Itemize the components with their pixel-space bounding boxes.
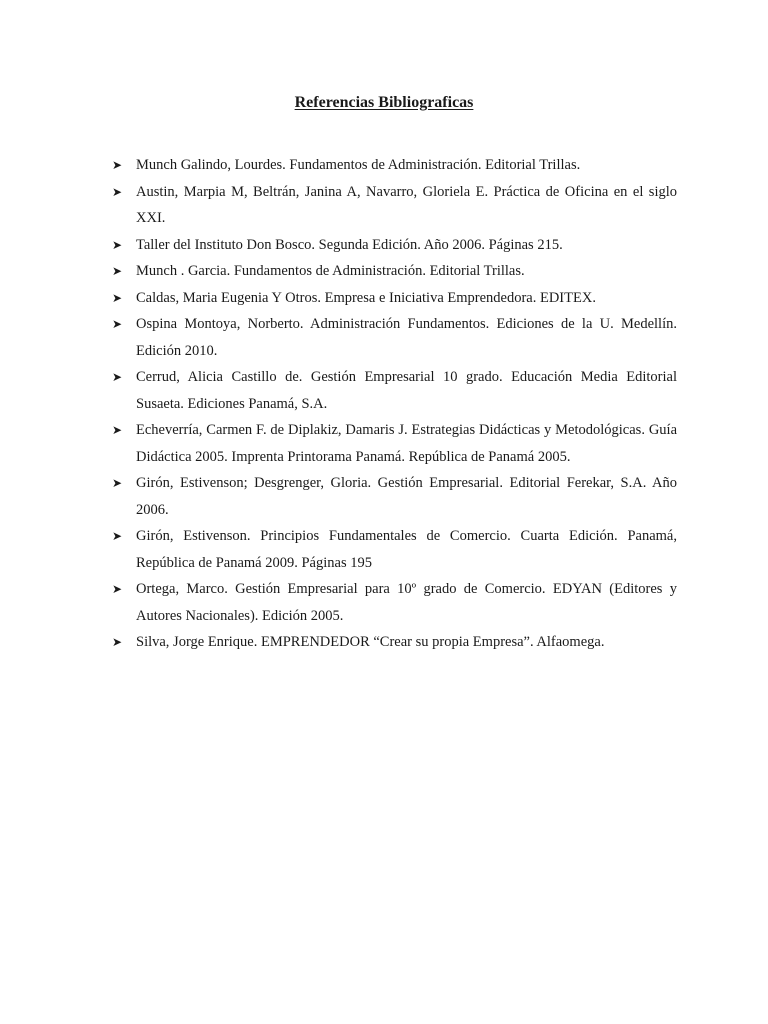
- reference-text: Austin, Marpia M, Beltrán, Janina A, Navarro, Gloriela E. Práctica de Oficina en el siglo XXI.: [136, 183, 677, 226]
- reference-text: Caldas, Maria Eugenia Y Otros. Empresa e Iniciativa Emprendedora. EDITEX.: [136, 289, 596, 306]
- arrowhead-bullet-icon: ➤: [112, 290, 123, 305]
- arrowhead-bullet-icon: ➤: [112, 237, 123, 252]
- reference-text: Echeverría, Carmen F. de Diplakiz, Damaris J. Estrategias Didácticas y Metodológicas. Guía Didáctica 2005. Imprenta Printorama Panamá. República de Panamá 2005.: [136, 422, 677, 465]
- reference-text: Girón, Estivenson; Desgrenger, Gloria. Gestión Empresarial. Editorial Ferekar, S.A. Año 2006.: [136, 475, 677, 518]
- reference-text: Cerrud, Alicia Castillo de. Gestión Empresarial 10 grado. Educación Media Editorial Susaeta. Ediciones Panamá, S.A.: [136, 369, 677, 412]
- reference-item: [112, 285, 677, 312]
- arrowhead-bullet-icon: ➤: [112, 529, 123, 543]
- page-title: Referencias Bibliograficas: [294, 94, 474, 111]
- reference-text: Taller del Instituto Don Bosco. Segunda Edición. Año 2006. Páginas 215.: [136, 236, 563, 253]
- arrowhead-bullet-icon: ➤: [112, 476, 123, 490]
- reference-item: [112, 152, 677, 179]
- reference-text: Munch Galindo, Lourdes. Fundamentos de Administración. Editorial Trillas.: [136, 157, 581, 173]
- reference-text: Ortega, Marco. Gestión Empresarial para 10º grado de Comercio. EDYAN (Editores y Autores Nacionales). Edición 2005.: [136, 581, 677, 624]
- reference-item: [112, 523, 677, 576]
- reference-text: Ospina Montoya, Norberto. Administración Fundamentos. Ediciones de la U. Medellín. Edición 2010.: [136, 316, 677, 359]
- arrowhead-bullet-icon: ➤: [112, 317, 123, 331]
- arrowhead-bullet-icon: ➤: [112, 582, 123, 596]
- reference-item: [112, 232, 677, 259]
- reference-text: Munch . Garcia. Fundamentos de Administración. Editorial Trillas.: [136, 263, 525, 279]
- reference-item: [112, 470, 677, 523]
- reference-item: [112, 417, 677, 470]
- arrowhead-bullet-icon: ➤: [112, 158, 123, 172]
- arrowhead-bullet-icon: ➤: [112, 264, 123, 278]
- arrowhead-bullet-icon: ➤: [112, 423, 123, 437]
- reference-text: Silva, Jorge Enrique. EMPRENDEDOR “Crear su propia Empresa”. Alfaomega.: [136, 634, 605, 650]
- arrowhead-bullet-icon: ➤: [112, 370, 123, 384]
- reference-list: [112, 152, 677, 656]
- arrowhead-bullet-icon: ➤: [112, 635, 123, 649]
- reference-item: [112, 629, 677, 656]
- reference-item: [112, 311, 677, 364]
- reference-item: [112, 364, 677, 417]
- reference-item: [112, 258, 677, 285]
- reference-text: Girón, Estivenson. Principios Fundamentales de Comercio. Cuarta Edición. Panamá, República de Panamá 2009. Páginas 195: [136, 528, 677, 571]
- reference-item: [112, 576, 677, 629]
- arrowhead-bullet-icon: ➤: [112, 184, 123, 199]
- reference-item: [112, 179, 677, 232]
